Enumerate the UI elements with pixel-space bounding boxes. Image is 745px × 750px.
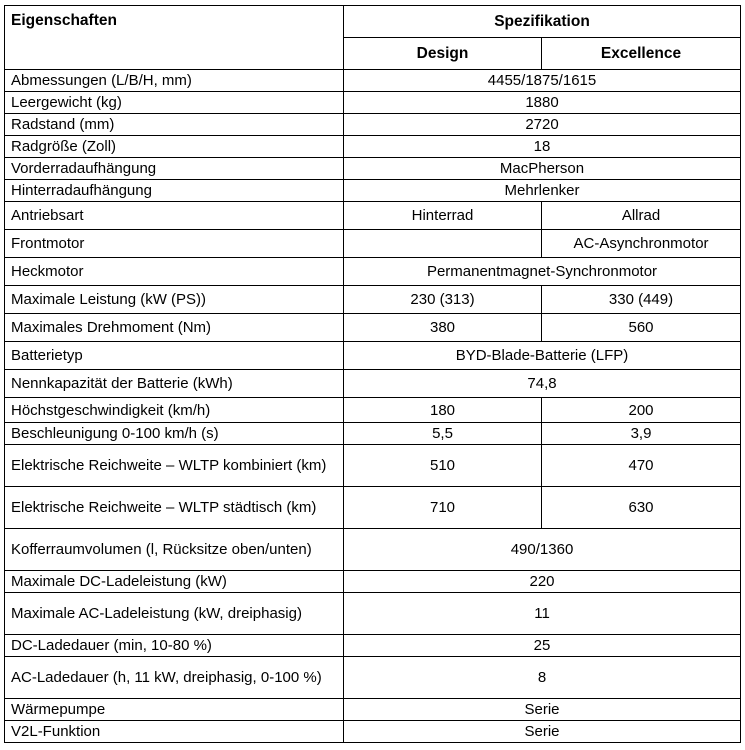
table-row — [5, 202, 741, 230]
table-row — [5, 70, 741, 92]
table-row — [5, 314, 741, 342]
row-label: Abmessungen (L/B/H, mm) — [5, 70, 344, 92]
row-value: BYD-Blade-Batterie (LFP) — [344, 342, 741, 370]
row-label: Kofferraumvolumen (l, Rücksitze oben/unten) — [5, 529, 344, 571]
excellence-value: 630 — [542, 487, 741, 529]
row-label: Elektrische Reichweite – WLTP städtisch (km) — [5, 487, 344, 529]
row-value: 74,8 — [344, 370, 741, 398]
row-label: Vorderradaufhängung — [5, 158, 344, 180]
row-label: Höchstgeschwindigkeit (km/h) — [5, 398, 344, 423]
table-row — [5, 258, 741, 286]
design-value: 230 (313) — [344, 286, 542, 314]
row-value: 18 — [344, 136, 741, 158]
specification-header: Spezifikation — [344, 6, 741, 38]
excellence-value: Allrad — [542, 202, 741, 230]
design-header: Design — [344, 38, 542, 70]
design-value: 710 — [344, 487, 542, 529]
table-row — [5, 445, 741, 487]
row-value: 220 — [344, 571, 741, 593]
row-value: 8 — [344, 657, 741, 699]
row-label: Radstand (mm) — [5, 114, 344, 136]
table-row — [5, 370, 741, 398]
properties-header: Eigenschaften — [5, 6, 344, 70]
row-label: Hinterradaufhängung — [5, 180, 344, 202]
row-label: Maximale AC-Ladeleistung (kW, dreiphasig) — [5, 593, 344, 635]
design-value: Hinterrad — [344, 202, 542, 230]
table-row — [5, 180, 741, 202]
excellence-value: 330 (449) — [542, 286, 741, 314]
row-label: Beschleunigung 0-100 km/h (s) — [5, 423, 344, 445]
row-label: Frontmotor — [5, 230, 344, 258]
row-label: Nennkapazität der Batterie (kWh) — [5, 370, 344, 398]
table-row — [5, 114, 741, 136]
row-value: 4455/1875/1615 — [344, 70, 741, 92]
row-value: 1880 — [344, 92, 741, 114]
excellence-value: AC-Asynchronmotor — [542, 230, 741, 258]
row-value: 2720 — [344, 114, 741, 136]
table-row — [5, 398, 741, 423]
design-value: 510 — [344, 445, 542, 487]
excellence-value: 470 — [542, 445, 741, 487]
table-row — [5, 342, 741, 370]
row-label: Elektrische Reichweite – WLTP kombiniert (km) — [5, 445, 344, 487]
table-row — [5, 657, 741, 699]
design-value — [344, 230, 542, 258]
excellence-header: Excellence — [542, 38, 741, 70]
table-row — [5, 158, 741, 180]
row-label: Maximale Leistung (kW (PS)) — [5, 286, 344, 314]
row-label: Antriebsart — [5, 202, 344, 230]
row-value: MacPherson — [344, 158, 741, 180]
row-value: Serie — [344, 699, 741, 721]
table-row — [5, 423, 741, 445]
table-row — [5, 635, 741, 657]
design-value: 380 — [344, 314, 542, 342]
row-label: Heckmotor — [5, 258, 344, 286]
excellence-value: 3,9 — [542, 423, 741, 445]
header-row-1 — [5, 6, 741, 38]
table-row — [5, 721, 741, 743]
row-label: Maximales Drehmoment (Nm) — [5, 314, 344, 342]
row-value: Permanentmagnet-Synchronmotor — [344, 258, 741, 286]
row-label: DC-Ladedauer (min, 10-80 %) — [5, 635, 344, 657]
excellence-value: 560 — [542, 314, 741, 342]
table-row — [5, 92, 741, 114]
row-label: Batterietyp — [5, 342, 344, 370]
table-row — [5, 487, 741, 529]
table-row — [5, 529, 741, 571]
row-value: 25 — [344, 635, 741, 657]
table-row — [5, 230, 741, 258]
excellence-value: 200 — [542, 398, 741, 423]
row-label: V2L-Funktion — [5, 721, 344, 743]
row-label: Radgröße (Zoll) — [5, 136, 344, 158]
row-label: AC-Ladedauer (h, 11 kW, dreiphasig, 0-100 %) — [5, 657, 344, 699]
row-value: 11 — [344, 593, 741, 635]
table-row — [5, 286, 741, 314]
table-row — [5, 136, 741, 158]
spec-table — [4, 5, 741, 743]
table-row — [5, 571, 741, 593]
row-label: Leergewicht (kg) — [5, 92, 344, 114]
table-row — [5, 593, 741, 635]
row-label: Wärmepumpe — [5, 699, 344, 721]
design-value: 5,5 — [344, 423, 542, 445]
row-value: Serie — [344, 721, 741, 743]
table-row — [5, 699, 741, 721]
row-label: Maximale DC-Ladeleistung (kW) — [5, 571, 344, 593]
design-value: 180 — [344, 398, 542, 423]
row-value: Mehrlenker — [344, 180, 741, 202]
row-value: 490/1360 — [344, 529, 741, 571]
